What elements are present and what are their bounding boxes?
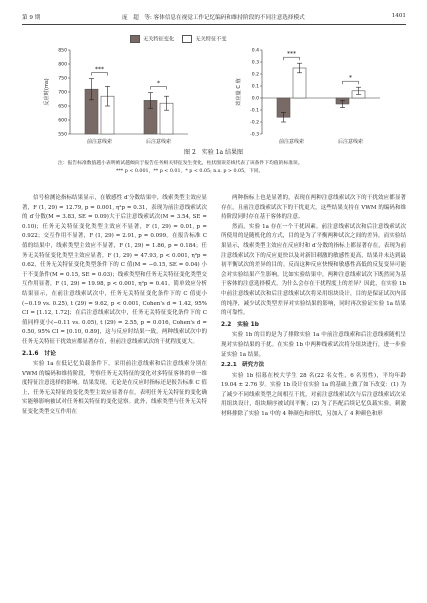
y-tick-label: 600 — [58, 118, 67, 124]
y-tick-label: 0.2 — [251, 72, 259, 78]
running-title: 庞 超 等: 客体信息在视觉工作记忆编码和维持阶段的不同注意选择模式 — [122, 15, 305, 21]
page-number: 1401 — [391, 13, 406, 19]
y-tick-label: 700 — [58, 90, 67, 96]
y-tick-label: 650 — [58, 104, 67, 110]
y-tick-label: 0.3 — [251, 60, 259, 66]
y-tick-label: -0.3 — [250, 132, 259, 138]
legend-label-changed: 无关特征变化 — [143, 36, 175, 43]
paragraph: 实验 1b 的目的是为了排除实验 1a 中前注意线索和后注意线索随机呈现对实验结果的干扰。在实验 1b 中两种线索试次将分组块进行，进一步验证实验 1a 结果。 — [221, 332, 406, 358]
paragraph: 两种指标上也是显著的，表现在两种注意线索试次下的干扰效应都显著存在，且前注意线索试次下的干扰更大，这些结果支持在 VWM 的编码和维持阶段同时存在基于客体的注意。 — [221, 195, 406, 221]
figure-notes — [58, 160, 378, 175]
x-tick-label: 前注意线索 — [278, 139, 305, 145]
paragraph: 实验 1b 招募在校大学生 28 名(22 名女性，6 名男性)，平均年龄 19.04 ± 2.76 岁。实验 1b 设计在实验 1a 的基础上做了如下改变：(1) 为了减少不同线索类型之间相互干扰，对前注意线索试次与后注意线索试次采用组块设计，组块顺序被试间平衡；(2) 为了匹配后续记忆负载实验，刺激材料排除了实验 1a 中的 4 种颜色和形状，另加入了 4 种颜色和形 — [221, 372, 406, 418]
figure-caption: 图 2 实验 1a 结果图 — [184, 149, 243, 156]
significance-label: *** — [287, 50, 296, 58]
paragraph: 实验 1a 在低记忆负载条件下，采用前注意线索和后注意线索分别在 VWM 的编码和维持阶段，考察任务无关特征的变化对多特征客体的单一维度特征注意选择的影响。结果发现，无论是在反应时指标还是报告标准 C 值上，任务无关特征的变化类型主效应显著存在，表明任务无关特征的变化确实能够影响被试对任务相关特征的变化觉察。此外，线索类型与任务无关特征变化类型交互作用在 — [22, 361, 207, 416]
paragraph: 然而，实验 1a 存在一个干扰因素。前注意线索试次和后注意线索试次所使用的是随机化的方式，目的是为了平衡两种试次之间的差异，而实验结果显示，线索类型主效应在反应时和 d′分数的指标上都显著存在，表现为前注意线索试次下的反应更快以及对新旧刺激的敏感性更高，结果并未达到最初平衡试次的差异的目的。反而这种反应快慢和敏感性高低的反复变异可能会对实验结果产生影响。比如实验结果中，两种注意线索试次下既然同为基于客体的注意选择模式，为什么会存在干扰程度上的差异？因此，在实验 1b 中前注意线索试次和后注意线索试次将采用组块设计，目的是保证试次内部的纯净，减少试次类型差异对实验结果的影响，同时再次验证实验 1a 结果的可靠性。 — [221, 223, 406, 317]
x-tick-label: 后注意线索 — [145, 139, 172, 145]
y-tick-label: -0.1 — [250, 108, 259, 114]
figure-note-1: 注：报告标准数值越小表明被试越倾向于报告任务相关特征发生变化，柱状图误差线代表了该条件下均值的标准误。 — [58, 161, 303, 166]
section-heading: 2.2 实验 1b — [221, 321, 259, 328]
y-tick-label: 0.0 — [251, 96, 259, 102]
significance-label: * — [157, 80, 160, 88]
x-tick-label: 前注意线索 — [86, 139, 113, 145]
header-rule — [22, 24, 406, 25]
y-tick-label: 750 — [58, 76, 67, 82]
subsection-heading: 2.2.1 研究方法 — [221, 362, 265, 369]
legend-label-unchanged: 无关特征不变 — [195, 36, 227, 43]
issue-number: 第 9 期 — [22, 15, 41, 21]
figure-note-2: *** p < 0.001，** p < 0.01，* p < 0.05; n.s. p > 0.05，下同。 — [116, 168, 264, 174]
y-tick-label: 550 — [58, 132, 67, 138]
x-tick-label: 后注意线索 — [337, 139, 364, 145]
y-tick-label: 0.4 — [251, 48, 259, 54]
y-axis-label: 反应时(ms) — [44, 78, 50, 106]
significance-label: *** — [95, 66, 104, 74]
significance-label: * — [349, 74, 352, 82]
paragraph: 信号检测论指标结果显示，在敏感性 d′分数结果中，线索类型主效应显著，F (1, 29) = 12.79, p = 0.001, η²p = 0.31，表现为前注意线索试次的 d′分数(M = 3.83, SE = 0.09)大于后注意线索试次(M = 3.54, SE = 0.10)；任务无关特征变化类型主效应不显著，F (1, 29) = 0.01, p = 0.922；交互作用不显著，F (1, 29) = 2.91, p = 0.099。在报告标准 C 值的结果中，线索类型主效应不显著，F (1, 29) = 1.86, p = 0.184；任务无关特征变化类型主效应显著，F (1, 29) = 47.93, p < 0.001, η²p = 0.62，任务无关特征变化类型条件下的 C 值(M = −0.15, SE = 0.04) 小于不变条件(M = 0.15, SE = 0.03)；线索类型和任务无关特征变化类型交互作用显著，F (1, 29) = 19.98, p < 0.001, η²p = 0.41。简单效应分析结果显示，在前注意线索试次中，任务无关特征变化条件下的 C 值更小(−0.19 vs. 0.25), t (29) = 9.62, p < 0.001, Cohen's d = 1.42, 95% CI = [1.12, 1.72]；在后注意线索试次中，任务无关特征变化条件下的 C 值同样更小(−0.11 vs. 0.05), t (29) = 2.55, p = 0.016, Cohen's d = 0.50, 95% CI = [0.10, 0.89]，这与反应时结果一致。两种线索试次中的任务无关特征干扰效应都显著存在，但前注意线索试次的干扰程度更大。 — [22, 195, 207, 345]
right-column — [221, 194, 406, 420]
y-tick-label: 850 — [58, 48, 67, 54]
y-tick-label: 0.1 — [251, 84, 259, 90]
y-tick-label: -0.2 — [250, 120, 259, 126]
y-axis-label: 效应量 C 值 — [236, 78, 242, 106]
y-tick-label: 800 — [58, 62, 67, 68]
left-column — [22, 194, 207, 418]
figure-2-charts — [0, 42, 427, 152]
section-heading: 2.1.6 讨论 — [22, 350, 56, 357]
